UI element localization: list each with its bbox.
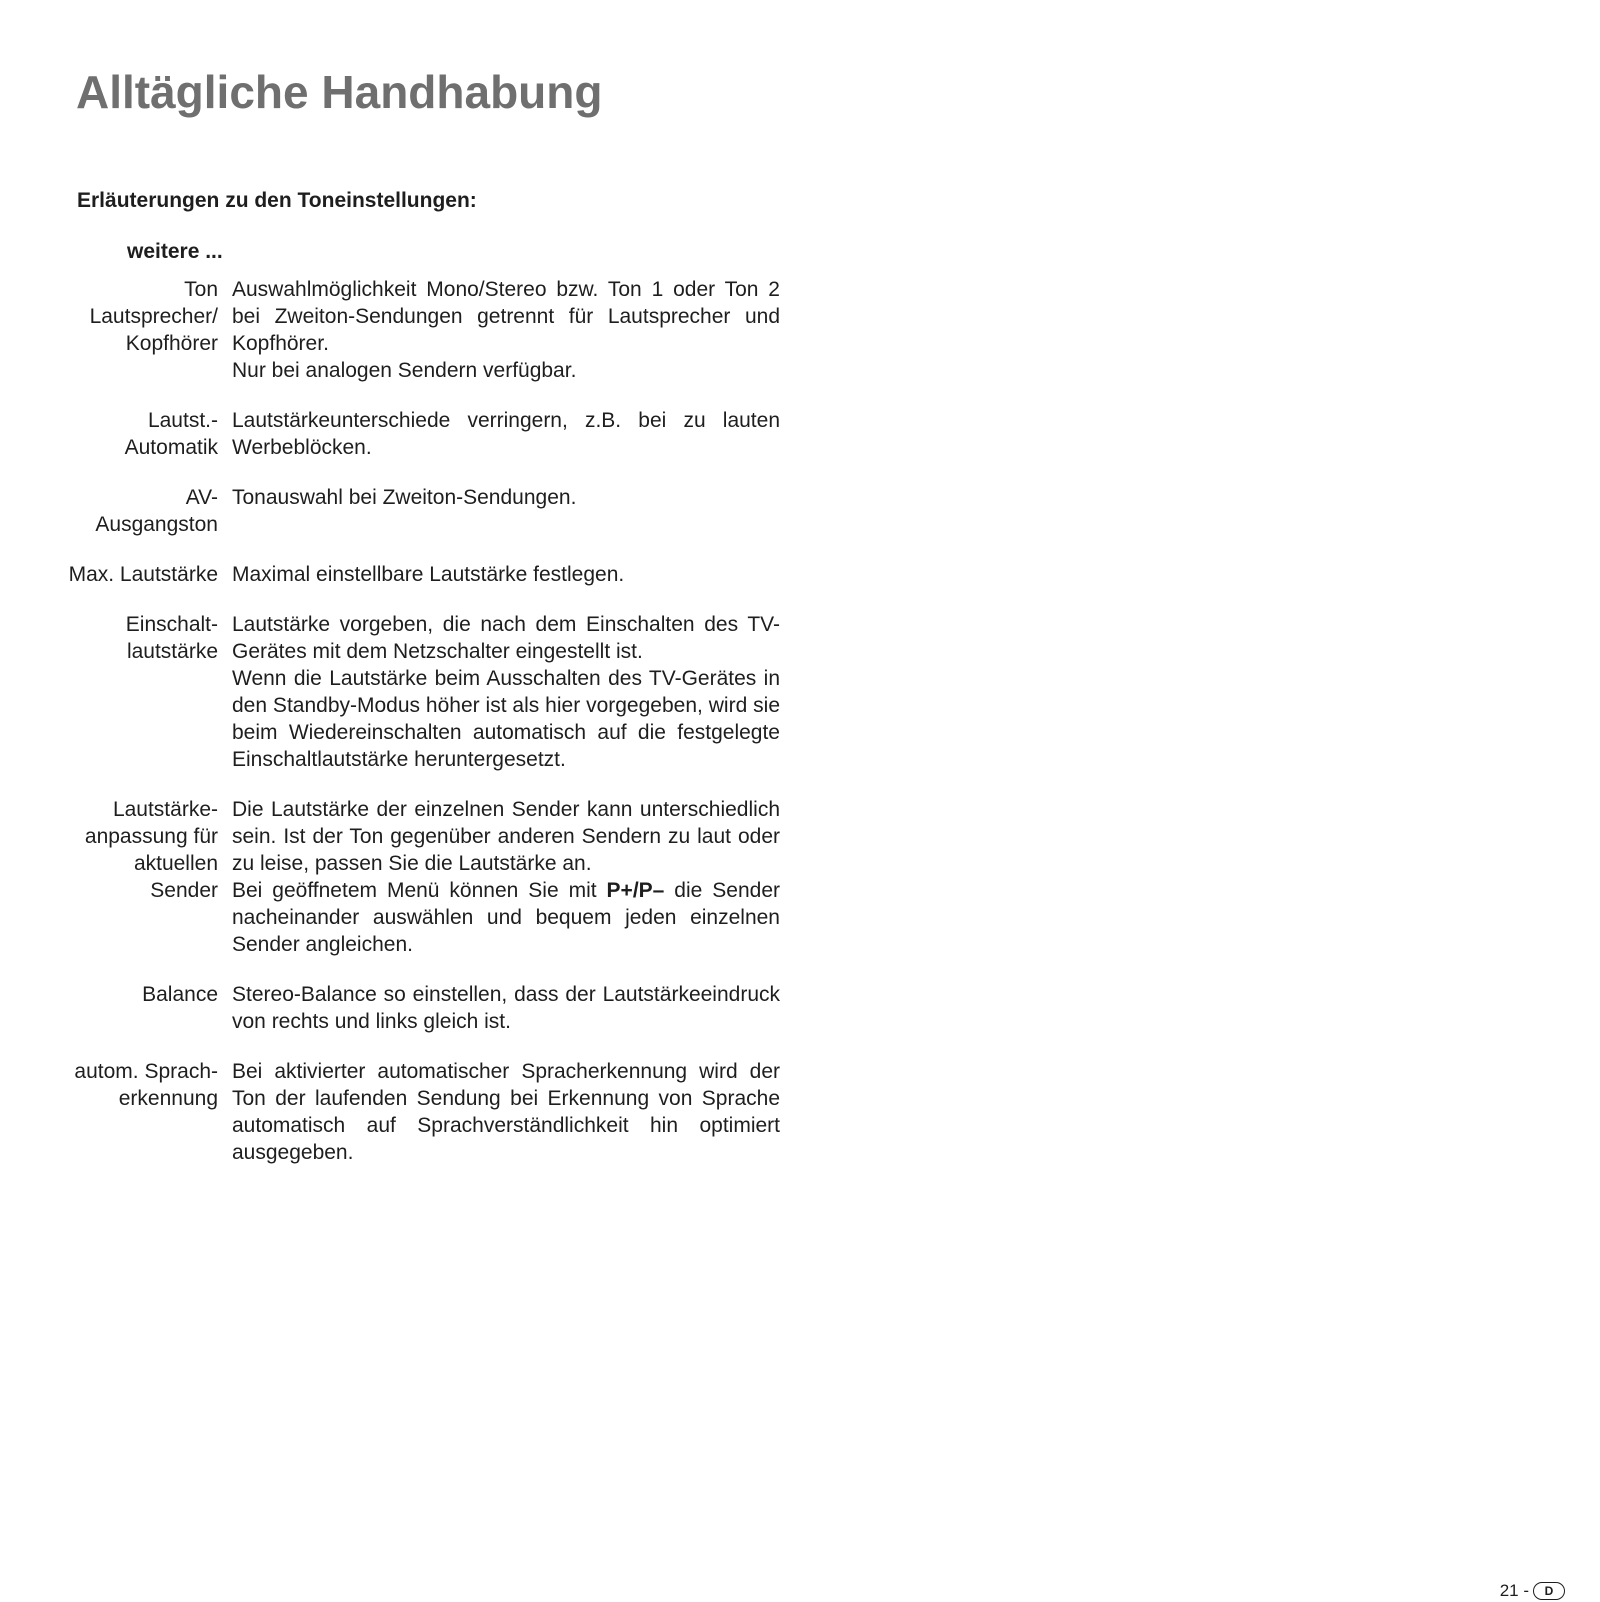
term-line: Ausgangston [95,513,218,536]
description-paragraph: Die Lautstärke der einzelnen Sender kann unterschiedlich sein. Ist der Ton gegenüber anderen Sendern zu laut oder zu leise, passen Sie die Lautstärke an. [232,798,780,875]
term-line: Lautsprecher/ [89,305,218,328]
entry-term [60,484,218,538]
entry-ton-lautsprecher-kopfhoerer [60,276,780,384]
term-line: AV- [185,486,218,509]
section-heading: Erläuterungen zu den Toneinstellungen: [77,189,477,212]
settings-definition-list [60,276,780,1189]
description-paragraph: Bei aktivierter automatischer Spracherkennung wird der Ton der laufenden Sendung bei Erkennung von Sprache automatisch auf Sprachverständlichkeit hin optimiert ausgegeben. [232,1060,780,1164]
entry-term [60,407,218,461]
entry-balance [60,981,780,1035]
entry-description [232,484,780,511]
entry-term [60,561,218,588]
key-label: P+/P– [606,879,665,902]
term-line: autom. Sprach- [74,1060,218,1083]
page-footer [1500,1580,1565,1602]
entry-description [232,561,780,588]
description-paragraph: Nur bei analogen Sendern verfügbar. [232,359,577,382]
description-paragraph: Lautstärkeunterschiede verringern, z.B. bei zu lauten Werbeblöcken. [232,409,780,459]
entry-description [232,611,780,773]
entry-lautstaerkeanpassung-sender [60,796,780,958]
paragraph-text: die Sender nacheinander auswählen und bequem jeden einzelnen Sender angleichen. [232,879,780,956]
language-badge-icon: D [1533,1582,1565,1600]
paragraph-text: Bei geöffnetem Menü können Sie mit [232,879,607,902]
entry-term [60,611,218,665]
entry-lautst-automatik [60,407,780,461]
entry-einschaltlautstaerke [60,611,780,773]
term-line: Balance [142,983,218,1006]
description-paragraph: Stereo-Balance so einstellen, dass der Lautstärkeeindruck von rechts und links gleich ist. [232,983,780,1033]
entry-description [232,796,780,958]
term-line: aktuellen [133,852,218,875]
entry-description [232,1058,780,1166]
entry-description [232,276,780,384]
description-paragraph: Lautstärke vorgeben, die nach dem Einschalten des TV-Gerätes mit dem Netzschalter eingestellt ist. [232,613,780,663]
entry-autom-spracherkennung [60,1058,780,1166]
term-line: Kopfhörer [125,332,218,355]
entry-av-ausgangston [60,484,780,538]
term-line: anpassung für [84,825,218,848]
entry-max-lautstaerke [60,561,780,588]
page-title: Alltägliche Handhabung [76,66,603,118]
entry-term [60,796,218,904]
description-paragraph: Wenn die Lautstärke beim Ausschalten des TV-Gerätes in den Standby-Modus höher ist als hier vorgegeben, wird sie beim Wiedereinschalten automatisch auf die festgelegte Einschaltlautstärke heruntergesetzt. [232,667,780,771]
term-line: Ton [184,278,218,301]
entry-description [232,407,780,461]
description-paragraph: Tonauswahl bei Zweiton-Sendungen. [232,486,577,509]
entry-description [232,981,780,1035]
term-line: Sender [150,879,218,902]
description-paragraph: Auswahlmöglichkeit Mono/Stereo bzw. Ton 1 oder Ton 2 bei Zweiton-Sendungen getrennt für Lautsprecher und Kopfhörer. [232,278,780,355]
term-line: Automatik [124,436,218,459]
description-paragraph [232,877,780,958]
entry-term [60,276,218,357]
subsection-heading: weitere ... [127,240,223,263]
term-line: Max. Lautstärke [68,563,218,586]
term-line: Einschalt- [125,613,218,636]
term-line: lautstärke [126,640,218,663]
term-line: erkennung [118,1087,218,1110]
entry-term [60,1058,218,1112]
description-paragraph: Maximal einstellbare Lautstärke festlegen. [232,563,625,586]
term-line: Lautst.- [147,409,218,432]
entry-term [60,981,218,1008]
term-line: Lautstärke- [112,798,218,821]
page-number: 21 - [1499,1581,1529,1600]
